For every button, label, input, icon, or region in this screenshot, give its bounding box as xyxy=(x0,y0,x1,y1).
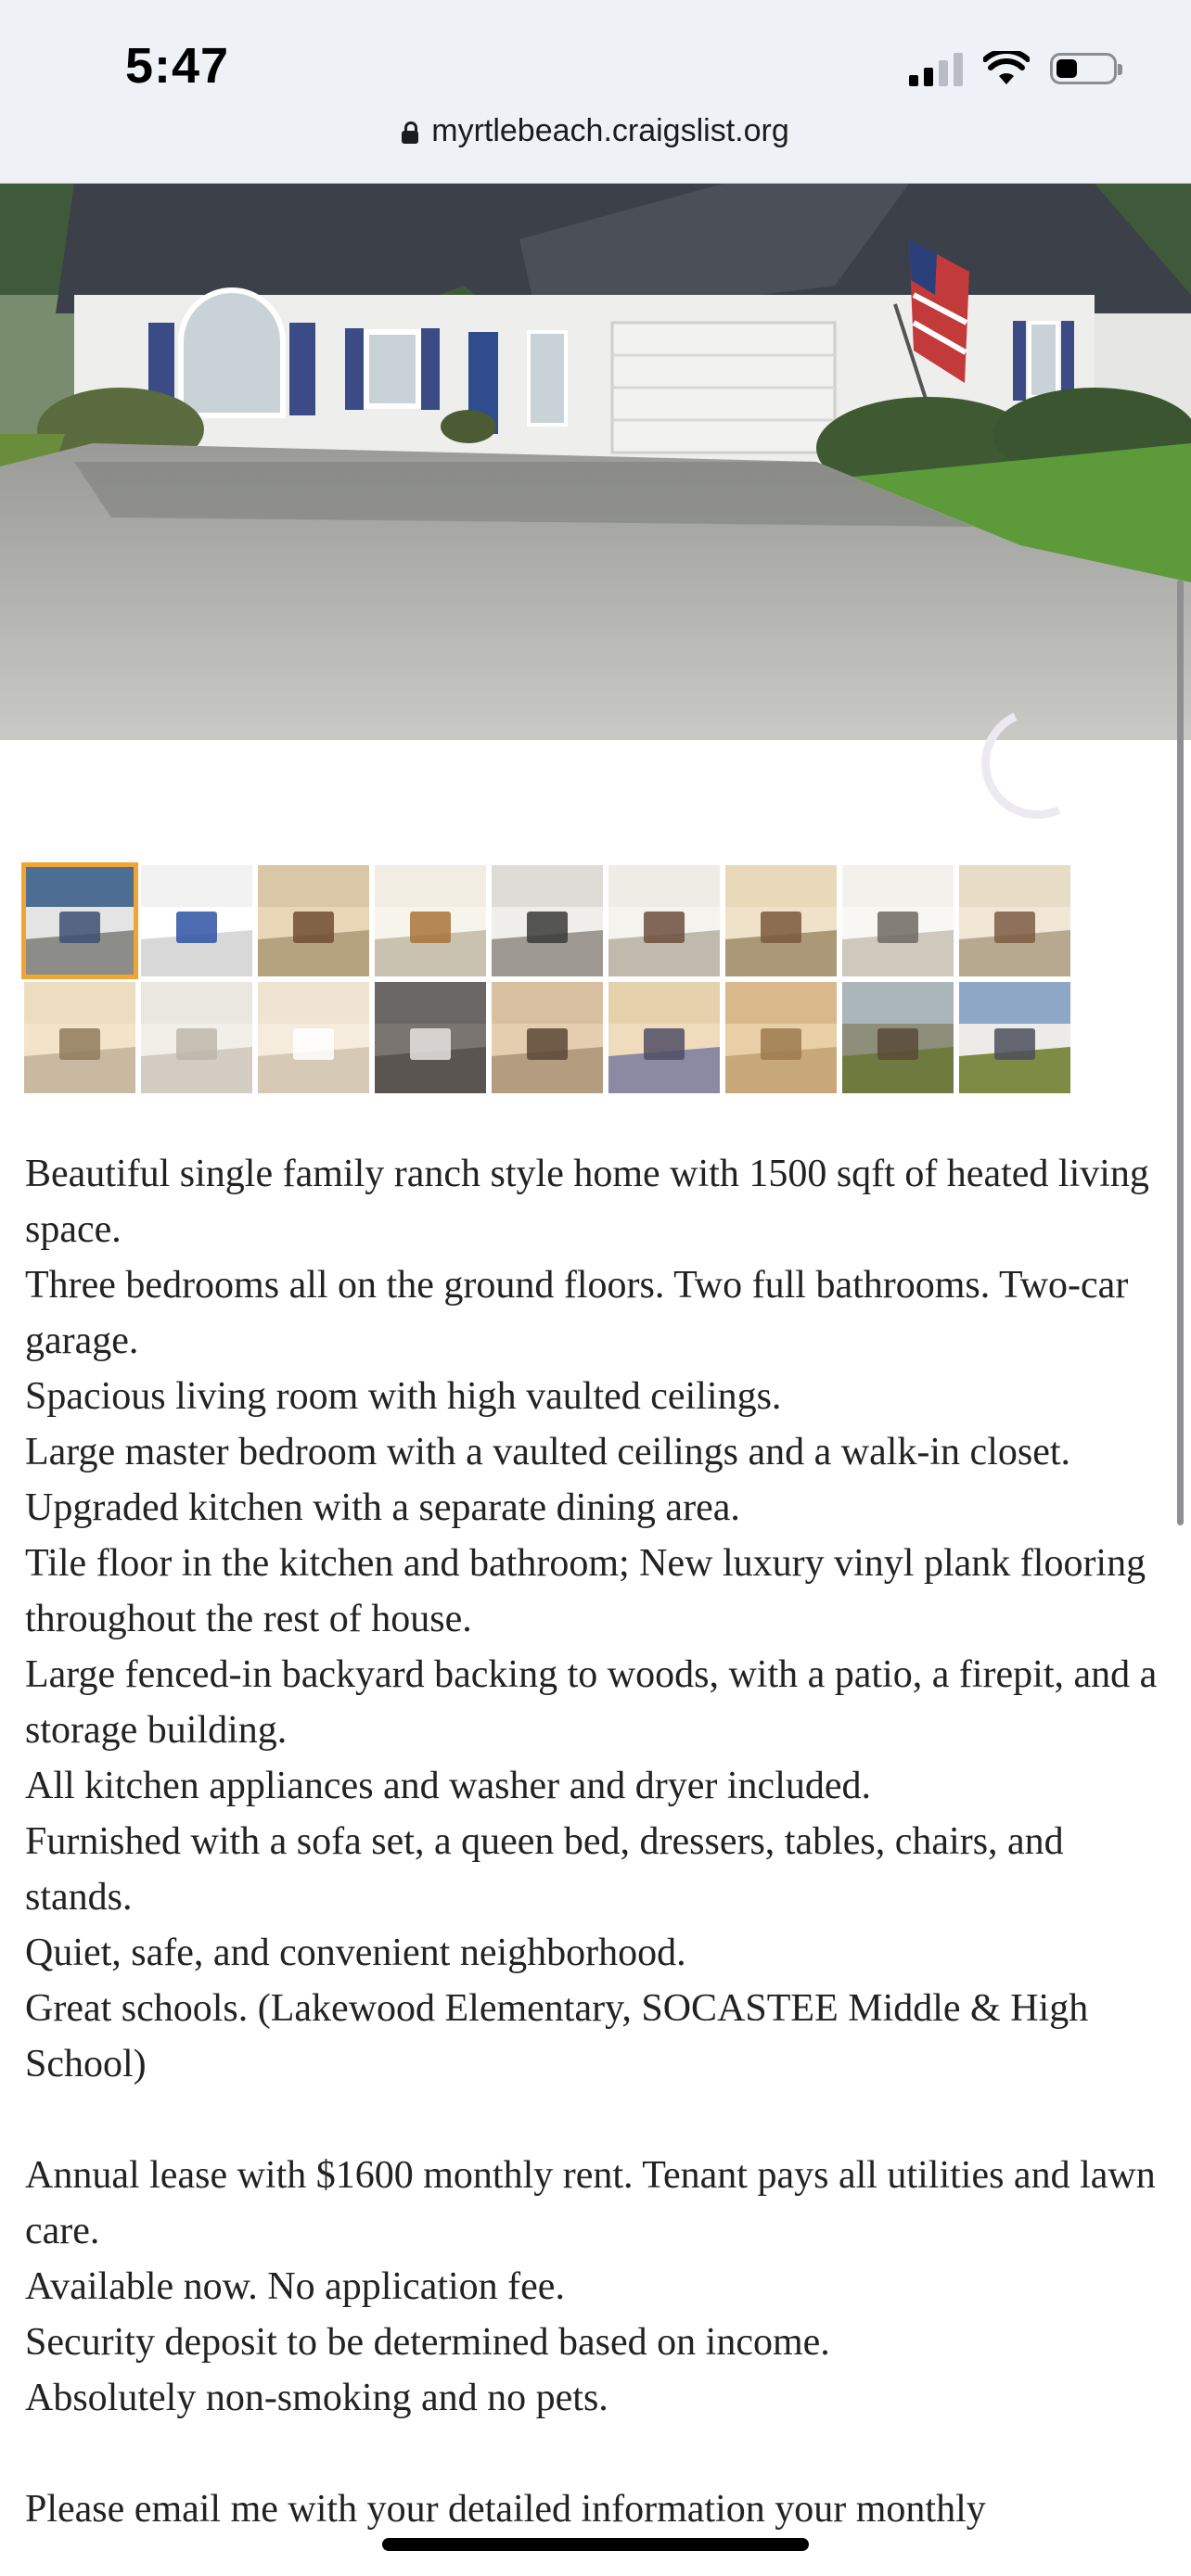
url-bar[interactable] xyxy=(0,113,1191,149)
thumb-bathroom[interactable] xyxy=(725,982,837,1093)
thumb-bedroom-2[interactable] xyxy=(492,982,603,1093)
description-line: Spacious living room with high vaulted ceilings. xyxy=(25,1375,782,1418)
description-line: Tile floor in the kitchen and bathroom; New luxury vinyl plank flooring throughout the rest of house. xyxy=(25,1542,1146,1640)
listing-description xyxy=(25,1146,1168,2537)
description-line: Upgraded kitchen with a separate dining area. xyxy=(25,1486,740,1529)
thumb-kitchen[interactable] xyxy=(492,865,603,976)
thumb-bedroom-3[interactable] xyxy=(608,982,720,1093)
battery-icon xyxy=(1050,53,1117,84)
wifi-icon xyxy=(983,51,1030,86)
description-line: All kitchen appliances and washer and dryer included. xyxy=(25,1765,872,1807)
thumb-closet[interactable] xyxy=(141,982,252,1093)
house-photo-illustration xyxy=(0,184,1191,740)
thumb-living-room-2[interactable] xyxy=(725,865,837,976)
thumb-living-room[interactable] xyxy=(258,865,369,976)
description-line: Large fenced-in backyard backing to woods, with a patio, a firepit, and a storage building. xyxy=(25,1653,1158,1752)
description-line: Quiet, safe, and convenient neighborhood. xyxy=(25,1932,686,1974)
page-scrollbar[interactable] xyxy=(1177,580,1184,1525)
browser-top-bar xyxy=(0,0,1191,184)
listing-main-photo[interactable] xyxy=(0,184,1191,740)
thumb-dining[interactable] xyxy=(375,865,486,976)
thumb-window-room[interactable] xyxy=(375,982,486,1093)
thumb-hallway[interactable] xyxy=(842,865,954,976)
thumb-kitchen-2[interactable] xyxy=(608,865,720,976)
thumb-room[interactable] xyxy=(258,982,369,1093)
description-line: Furnished with a sofa set, a queen bed, dressers, tables, chairs, and stands. xyxy=(25,1820,1064,1919)
url-domain: myrtlebeach.craigslist.org xyxy=(431,113,789,148)
thumb-house-back[interactable] xyxy=(959,982,1070,1093)
description-line: Absolutely non-smoking and no pets. xyxy=(25,2377,608,2419)
description-closing-line: Please email me with your detailed information your monthly xyxy=(25,2488,986,2531)
status-time: 5:47 xyxy=(125,38,230,94)
thumb-living-room-3[interactable] xyxy=(959,865,1070,976)
status-icons xyxy=(909,48,1117,89)
description-line: Beautiful single family ranch style home with 1500 sqft of heated living space. xyxy=(25,1153,1149,1251)
cellular-signal-icon xyxy=(909,51,963,86)
thumb-house-front[interactable] xyxy=(24,865,135,976)
description-line: Large master bedroom with a vaulted ceilings and a walk-in closet. xyxy=(25,1431,1071,1473)
thumb-backyard[interactable] xyxy=(842,982,954,1093)
thumb-bedroom[interactable] xyxy=(24,982,135,1093)
description-line: Great schools. (Lakewood Elementary, SOCASTEE Middle & High School) xyxy=(25,1987,1089,2085)
description-line: Annual lease with $1600 monthly rent. Tenant pays all utilities and lawn care. xyxy=(25,2154,1156,2252)
description-line: Security deposit to be determined based on income. xyxy=(25,2321,830,2364)
description-line: Available now. No application fee. xyxy=(25,2265,565,2308)
thumb-front-door[interactable] xyxy=(141,865,252,976)
home-indicator[interactable] xyxy=(382,2538,809,2551)
description-line: Three bedrooms all on the ground floors. Two full bathrooms. Two-car garage. xyxy=(25,1264,1129,1362)
lock-icon xyxy=(402,121,418,144)
